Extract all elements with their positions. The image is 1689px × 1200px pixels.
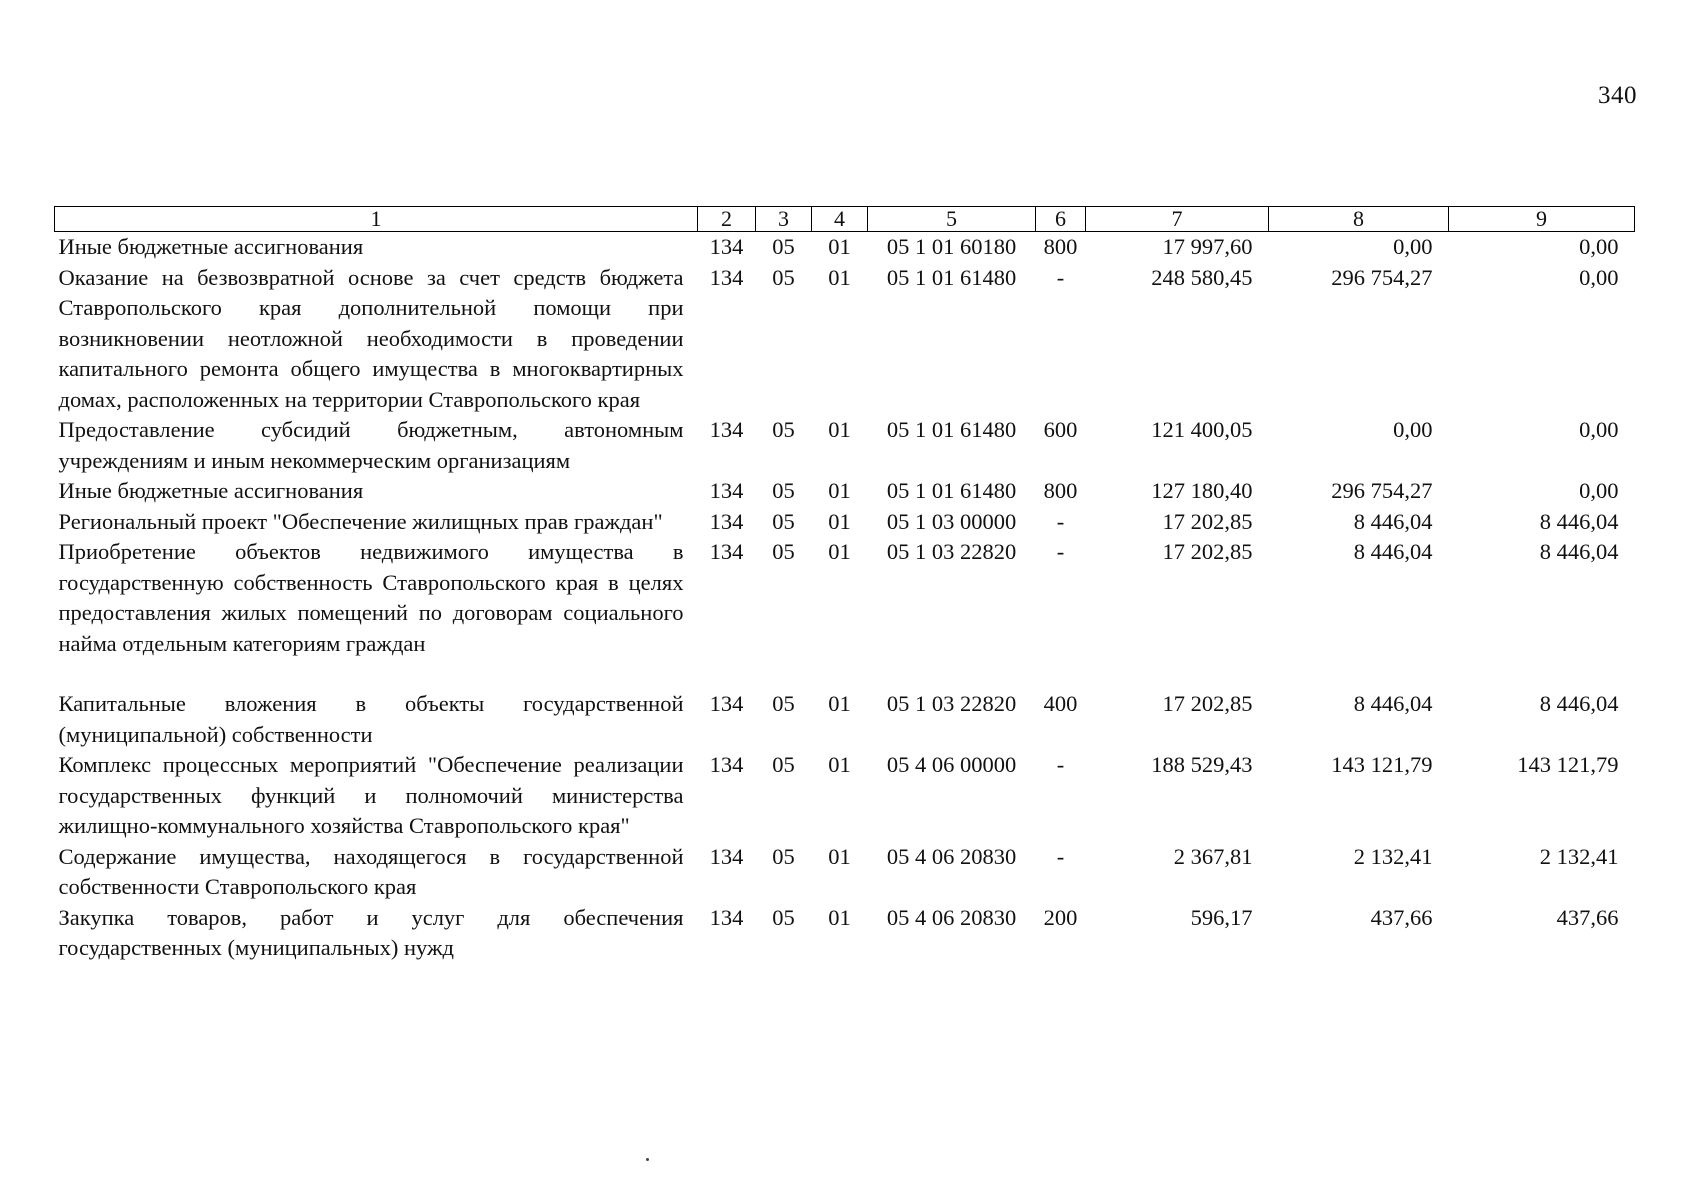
row-subsection: 01 bbox=[828, 234, 851, 259]
page-number: 340 bbox=[1598, 82, 1637, 109]
row-amount-col-8: 2 132,41 bbox=[1353, 843, 1433, 869]
row-section: 05 bbox=[772, 752, 795, 777]
row-amount-col-8: 143 121,79 bbox=[1331, 752, 1433, 777]
row-expense-type: 200 bbox=[1043, 904, 1078, 930]
table-row bbox=[55, 750, 1635, 842]
row-amount-col-8: 296 754,27 bbox=[1331, 264, 1433, 290]
row-target-article: 05 1 01 60180 bbox=[886, 234, 1017, 259]
row-name: Оказание на безвозвратной основе за счет средств бюджета Ставропольского края дополнительной помощи при возникновении неотложной необходимости в проведении капитального ремонта общего имущества в многоквартирных домах, расположенных на территории Ставропольского края bbox=[58, 264, 684, 412]
budget-table bbox=[54, 206, 1635, 964]
row-amount-col-7: 17 202,85 bbox=[1162, 539, 1253, 564]
row-section: 05 bbox=[772, 843, 795, 869]
header-row bbox=[55, 207, 1635, 232]
table-body bbox=[55, 232, 1635, 964]
row-amount-col-9: 8 446,04 bbox=[1539, 691, 1619, 716]
row-amount-col-7: 17 997,60 bbox=[1162, 234, 1253, 259]
row-amount-col-7: 17 202,85 bbox=[1162, 691, 1253, 716]
row-amount-col-7: 127 180,40 bbox=[1151, 478, 1253, 503]
row-subsection: 01 bbox=[828, 904, 851, 930]
row-target-article: 05 1 03 00000 bbox=[886, 508, 1017, 534]
row-target-article: 05 4 06 20830 bbox=[886, 843, 1017, 869]
row-expense-type: - bbox=[1056, 752, 1065, 777]
row-amount-col-7: 17 202,85 bbox=[1162, 508, 1253, 534]
row-name: Закупка товаров, работ и услуг для обеспечения государственных (муниципальных) нужд bbox=[58, 904, 684, 960]
row-subsection: 01 bbox=[828, 417, 851, 442]
header-col-4: 4 bbox=[812, 207, 868, 232]
row-subsection: 01 bbox=[828, 843, 851, 869]
row-amount-col-7: 596,17 bbox=[1190, 904, 1253, 930]
row-section: 05 bbox=[772, 234, 795, 259]
row-name: Иные бюджетные ассигнования bbox=[58, 234, 364, 259]
row-expense-type: 800 bbox=[1043, 478, 1078, 503]
row-subsection: 01 bbox=[828, 478, 851, 503]
row-subsection: 01 bbox=[828, 264, 851, 290]
row-amount-col-9: 0,00 bbox=[1579, 264, 1619, 290]
row-amount-col-9: 0,00 bbox=[1579, 417, 1619, 442]
row-amount-col-7: 121 400,05 bbox=[1151, 417, 1253, 442]
row-subsection: 01 bbox=[828, 539, 851, 564]
row-admin-code: 134 bbox=[709, 417, 744, 442]
table-header bbox=[55, 207, 1635, 232]
row-admin-code: 134 bbox=[709, 264, 744, 290]
row-amount-col-9: 8 446,04 bbox=[1539, 508, 1619, 534]
row-subsection: 01 bbox=[828, 691, 851, 716]
row-target-article: 05 4 06 20830 bbox=[886, 904, 1017, 930]
row-expense-type: - bbox=[1056, 508, 1065, 534]
row-target-article: 05 1 01 61480 bbox=[886, 417, 1017, 442]
row-expense-type: 800 bbox=[1043, 234, 1078, 259]
row-amount-col-9: 2 132,41 bbox=[1539, 843, 1619, 869]
row-target-article: 05 1 03 22820 bbox=[886, 539, 1017, 564]
table-row bbox=[55, 842, 1635, 903]
header-col-2: 2 bbox=[698, 207, 756, 232]
row-amount-col-9: 143 121,79 bbox=[1517, 752, 1619, 777]
row-amount-col-8: 296 754,27 bbox=[1331, 478, 1433, 503]
row-section: 05 bbox=[772, 508, 795, 534]
row-section: 05 bbox=[772, 417, 795, 442]
row-name: Капитальные вложения в объекты государственной (муниципальной) собственности bbox=[58, 691, 684, 747]
header-col-9: 9 bbox=[1449, 207, 1635, 232]
row-section: 05 bbox=[772, 478, 795, 503]
row-admin-code: 134 bbox=[709, 234, 744, 259]
row-admin-code: 134 bbox=[709, 508, 744, 534]
table-row bbox=[55, 507, 1635, 538]
row-target-article: 05 1 01 61480 bbox=[886, 264, 1017, 290]
table-row bbox=[55, 415, 1635, 476]
row-admin-code: 134 bbox=[709, 478, 744, 503]
header-col-6: 6 bbox=[1036, 207, 1086, 232]
row-name: Содержание имущества, находящегося в государственной собственности Ставропольского края bbox=[58, 843, 684, 899]
row-expense-type: 400 bbox=[1043, 691, 1078, 716]
row-amount-col-7: 248 580,45 bbox=[1151, 264, 1253, 290]
row-amount-col-9: 437,66 bbox=[1556, 904, 1619, 930]
row-subsection: 01 bbox=[828, 752, 851, 777]
header-col-8: 8 bbox=[1269, 207, 1449, 232]
row-target-article: 05 1 03 22820 bbox=[886, 691, 1017, 716]
row-amount-col-8: 0,00 bbox=[1393, 234, 1433, 259]
row-section: 05 bbox=[772, 691, 795, 716]
row-name: Региональный проект "Обеспечение жилищных прав граждан" bbox=[58, 508, 663, 534]
row-name: Приобретение объектов недвижимого имущества в государственную собственность Ставропольского края в целях предоставления жилых помещений по договорам социального найма отдельным категориям граждан bbox=[58, 539, 684, 656]
row-expense-type: - bbox=[1056, 843, 1065, 869]
row-amount-col-8: 0,00 bbox=[1393, 417, 1433, 442]
table-row bbox=[55, 903, 1635, 964]
table-row bbox=[55, 263, 1635, 416]
row-section: 05 bbox=[772, 539, 795, 564]
row-amount-col-8: 8 446,04 bbox=[1353, 691, 1433, 716]
row-section: 05 bbox=[772, 264, 795, 290]
header-col-7: 7 bbox=[1086, 207, 1269, 232]
table-row bbox=[55, 476, 1635, 507]
row-amount-col-9: 0,00 bbox=[1579, 234, 1619, 259]
table-row bbox=[55, 537, 1635, 689]
row-admin-code: 134 bbox=[709, 843, 744, 869]
row-admin-code: 134 bbox=[709, 904, 744, 930]
row-expense-type: 600 bbox=[1043, 417, 1078, 442]
row-amount-col-8: 8 446,04 bbox=[1353, 508, 1433, 534]
header-col-3: 3 bbox=[756, 207, 812, 232]
row-amount-col-8: 8 446,04 bbox=[1353, 539, 1433, 564]
row-admin-code: 134 bbox=[709, 539, 744, 564]
row-expense-type: - bbox=[1056, 539, 1065, 564]
row-name: Предоставление субсидий бюджетным, автономным учреждениям и иным некоммерческим организациям bbox=[58, 417, 684, 473]
row-amount-col-9: 8 446,04 bbox=[1539, 539, 1619, 564]
table-row bbox=[55, 232, 1635, 263]
stray-dot bbox=[646, 1158, 649, 1161]
row-admin-code: 134 bbox=[709, 752, 744, 777]
row-subsection: 01 bbox=[828, 508, 851, 534]
header-col-1: 1 bbox=[55, 207, 698, 232]
row-name: Комплекс процессных мероприятий "Обеспечение реализации государственных функций и полномочий министерства жилищно-коммунального хозяйства Ставропольского края" bbox=[58, 752, 684, 838]
row-amount-col-9: 0,00 bbox=[1579, 478, 1619, 503]
row-expense-type: - bbox=[1056, 264, 1065, 290]
row-target-article: 05 4 06 00000 bbox=[886, 752, 1017, 777]
row-admin-code: 134 bbox=[709, 691, 744, 716]
row-name: Иные бюджетные ассигнования bbox=[58, 478, 364, 503]
row-section: 05 bbox=[772, 904, 795, 930]
header-col-5: 5 bbox=[868, 207, 1036, 232]
row-amount-col-7: 2 367,81 bbox=[1173, 843, 1253, 869]
row-amount-col-8: 437,66 bbox=[1370, 904, 1433, 930]
row-amount-col-7: 188 529,43 bbox=[1151, 752, 1253, 777]
table-row bbox=[55, 689, 1635, 750]
row-target-article: 05 1 01 61480 bbox=[886, 478, 1017, 503]
